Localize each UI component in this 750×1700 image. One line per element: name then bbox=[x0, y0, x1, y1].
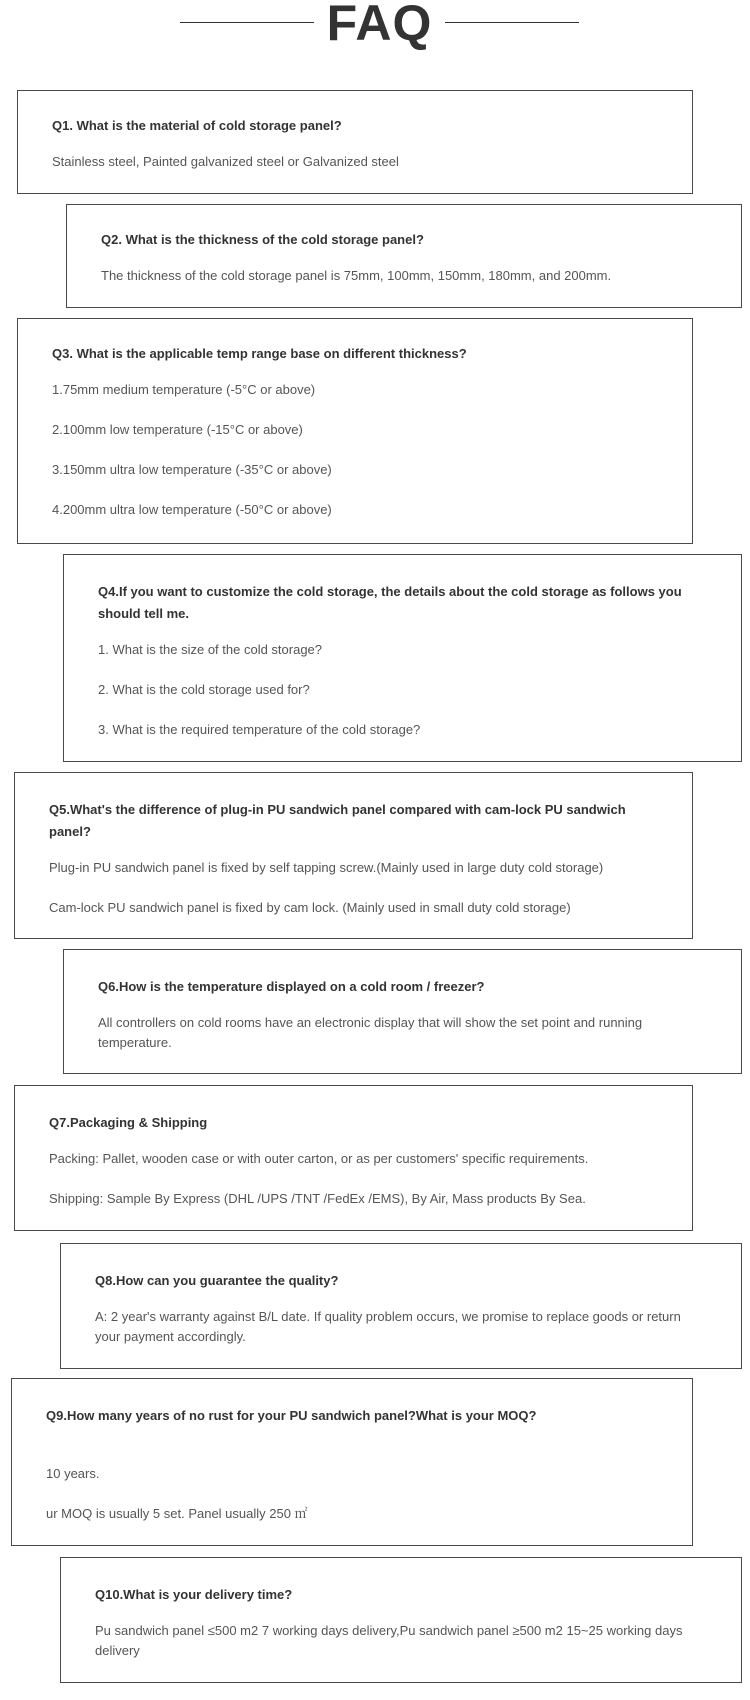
faq-item-1 bbox=[17, 90, 693, 194]
faq-answer: ur MOQ is usually 5 set. Panel usually 250 ㎡ bbox=[46, 1506, 308, 1521]
faq-answer: All controllers on cold rooms have an electronic display that will show the set point and running temperature. bbox=[98, 1015, 643, 1050]
faq-answer: Plug-in PU sandwich panel is fixed by self tapping screw.(Mainly used in large duty cold storage) bbox=[49, 860, 604, 875]
faq-answer: 4.200mm ultra low temperature (-50°C or above) bbox=[52, 502, 332, 517]
faq-question: Q7.Packaging & Shipping bbox=[49, 1115, 208, 1130]
faq-answer: 1. What is the size of the cold storage? bbox=[98, 642, 323, 657]
faq-question: Q8.How can you guarantee the quality? bbox=[95, 1273, 339, 1288]
faq-item-3 bbox=[17, 318, 693, 544]
faq-answer: Cam-lock PU sandwich panel is fixed by cam lock. (Mainly used in small duty cold storage) bbox=[49, 900, 571, 915]
faq-item-4 bbox=[63, 554, 742, 762]
title-divider-right bbox=[445, 22, 579, 23]
faq-item-7 bbox=[14, 1085, 693, 1231]
faq-answer: Pu sandwich panel ≤500 m2 7 working days delivery,Pu sandwich panel ≥500 m2 15~25 working days delivery bbox=[95, 1623, 683, 1658]
faq-answer: 3. What is the required temperature of the cold storage? bbox=[98, 722, 421, 737]
faq-question: Q10.What is your delivery time? bbox=[95, 1587, 293, 1602]
faq-question: Q5.What's the difference of plug-in PU sandwich panel compared with cam-lock PU sandwich panel? bbox=[49, 802, 626, 839]
faq-answer: 2. What is the cold storage used for? bbox=[98, 682, 310, 697]
faq-answer: 3.150mm ultra low temperature (-35°C or above) bbox=[52, 462, 332, 477]
faq-header bbox=[0, 0, 750, 50]
page-title: FAQ bbox=[326, 0, 433, 51]
faq-answer: A: 2 year's warranty against B/L date. If quality problem occurs, we promise to replace goods or return your payment accordingly. bbox=[95, 1309, 681, 1344]
faq-answer: 10 years. bbox=[46, 1466, 100, 1481]
faq-question: Q3. What is the applicable temp range base on different thickness? bbox=[52, 346, 467, 361]
faq-question: Q2. What is the thickness of the cold storage panel? bbox=[101, 232, 424, 247]
faq-answer: Stainless steel, Painted galvanized steel or Galvanized steel bbox=[52, 154, 399, 169]
faq-item-8 bbox=[60, 1243, 742, 1369]
faq-answer: Packing: Pallet, wooden case or with outer carton, or as per customers' specific requirements. bbox=[49, 1151, 589, 1166]
faq-question: Q4.If you want to customize the cold storage, the details about the cold storage as follows you should tell me. bbox=[98, 584, 682, 621]
faq-question: Q9.How many years of no rust for your PU sandwich panel?What is your MOQ? bbox=[46, 1408, 537, 1423]
faq-answer: 1.75mm medium temperature (-5°C or above) bbox=[52, 382, 316, 397]
faq-item-2 bbox=[66, 204, 742, 308]
faq-answer: Shipping: Sample By Express (DHL /UPS /TNT /FedEx /EMS), By Air, Mass products By Sea. bbox=[49, 1191, 586, 1206]
faq-item-10 bbox=[60, 1557, 742, 1683]
faq-item-6 bbox=[63, 949, 742, 1074]
title-divider-left bbox=[180, 22, 314, 23]
faq-item-5 bbox=[14, 772, 693, 939]
faq-question: Q6.How is the temperature displayed on a cold room / freezer? bbox=[98, 979, 485, 994]
faq-answer: The thickness of the cold storage panel is 75mm, 100mm, 150mm, 180mm, and 200mm. bbox=[101, 268, 612, 283]
faq-answer: 2.100mm low temperature (-15°C or above) bbox=[52, 422, 303, 437]
faq-question: Q1. What is the material of cold storage panel? bbox=[52, 118, 342, 133]
faq-item-9 bbox=[11, 1378, 693, 1546]
